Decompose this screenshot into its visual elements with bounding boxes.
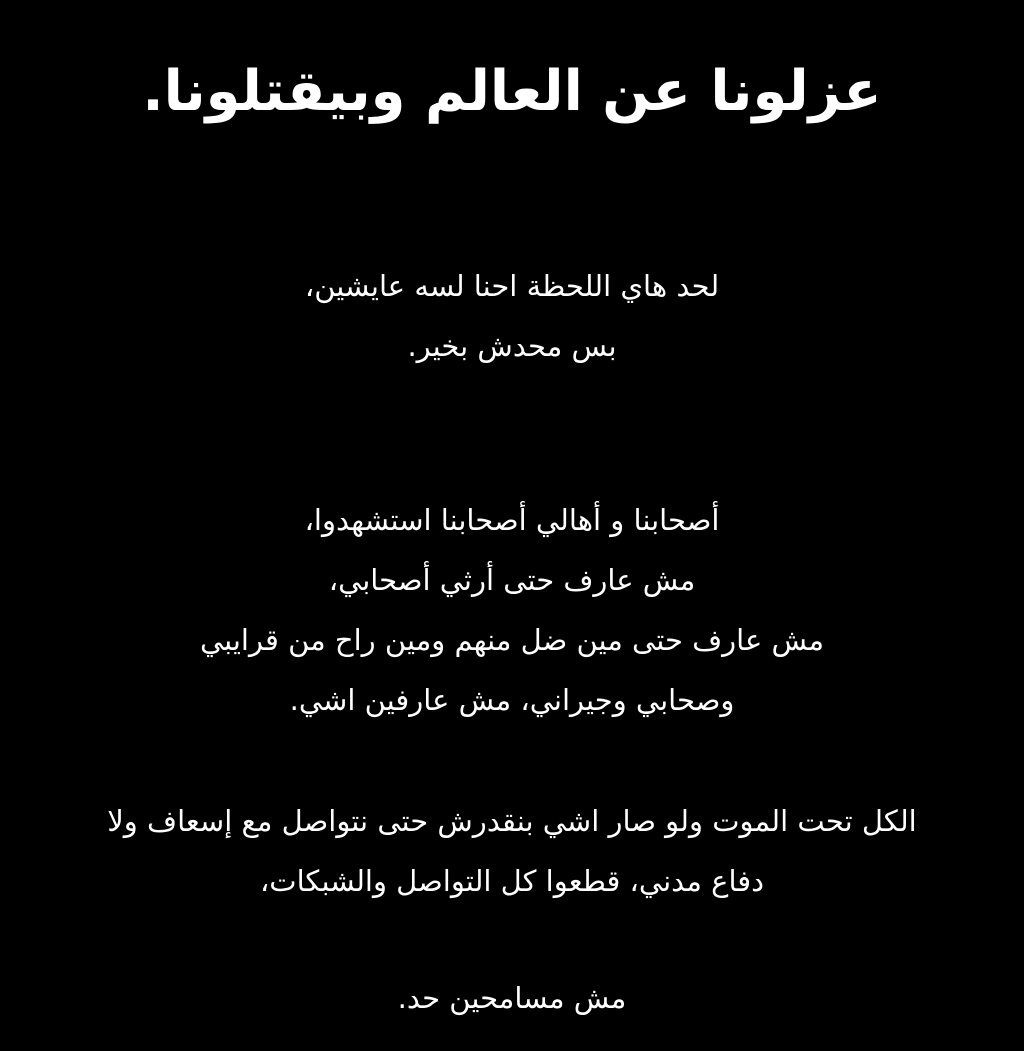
paragraph-1 xyxy=(40,256,984,376)
text-line: الكل تحت الموت ولو صار اشي بنقدرش حتى نتواصل مع إسعاف ولا xyxy=(107,804,917,838)
text-line: لحد هاي اللحظة احنا لسه عايشين، xyxy=(304,269,720,303)
post-title: عزلونا عن العالم وبيقتلونا. xyxy=(142,59,882,124)
paragraph-2 xyxy=(40,490,984,730)
text-line: أصحابنا و أهالي أصحابنا استشهدوا، xyxy=(304,503,720,537)
text-line: مش مسامحين حد. xyxy=(397,981,627,1015)
text-line: بس محدش بخير. xyxy=(407,329,617,363)
paragraph-4 xyxy=(40,968,984,1028)
text-line: وصحابي وجيراني، مش عارفين اشي. xyxy=(289,683,735,717)
text-line: مش عارف حتى أرثي أصحابي، xyxy=(328,563,696,597)
text-line: مش عارف حتى مين ضل منهم ومين راح من قرايبي xyxy=(199,623,825,657)
text-line: دفاع مدني، قطعوا كل التواصل والشبكات، xyxy=(259,864,765,898)
paragraph-3 xyxy=(40,791,984,911)
